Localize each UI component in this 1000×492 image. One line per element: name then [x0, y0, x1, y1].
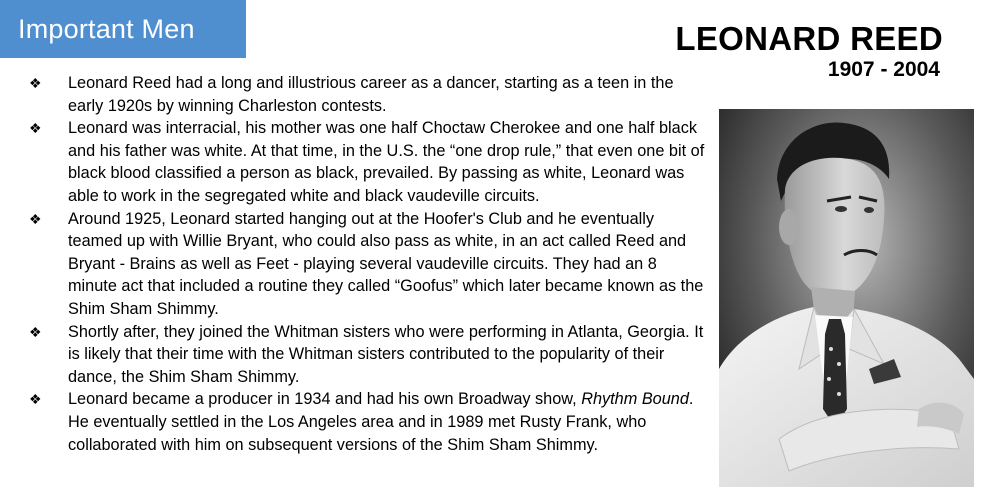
list-item-text: Leonard Reed had a long and illustrious career as a dancer, starting as a teen in the early 1920s by winning Charleston contests. — [68, 74, 674, 115]
list-item — [29, 388, 709, 456]
list-item — [29, 208, 709, 321]
list-item — [29, 72, 709, 117]
list-item-text: Shortly after, they joined the Whitman sisters who were performing in Atlanta, Georgia. It is likely that their time with the Whitman sisters contributed to the popularity of their dance, the Shim Sham Shimmy. — [68, 322, 704, 386]
biography-list — [29, 72, 709, 456]
section-tag-label: Important Men — [18, 14, 195, 44]
section-tag — [0, 0, 246, 58]
diamond-bullet-icon: ❖ — [29, 210, 42, 227]
diamond-bullet-icon: ❖ — [29, 120, 42, 137]
list-item-text-continued: . He eventually settled in the Los Angeles area and in 1989 met Rusty Frank, who collaborated with him on subsequent versions of the Shim Sham Shimmy. — [68, 390, 694, 454]
list-item-text: Leonard was interracial, his mother was one half Choctaw Cherokee and one half black and his father was white. At that time, in the U.S. the “one drop rule,” that even one bit of black blood classified a person as black, prevailed. By passing as white, Leonard was able to work in the segregated white and black vaudeville circuits. — [68, 119, 705, 205]
diamond-bullet-icon: ❖ — [29, 75, 42, 91]
portrait-photo — [719, 109, 974, 487]
diamond-bullet-icon: ❖ — [29, 323, 42, 340]
portrait-illustration — [719, 109, 974, 487]
list-item — [29, 321, 709, 389]
list-item — [29, 117, 709, 207]
list-item-text: Leonard became a producer in 1934 and had his own Broadway show, — [68, 390, 582, 409]
life-years: 1907 - 2004 — [827, 58, 940, 81]
show-title: Rhythm Bound — [581, 390, 689, 409]
diamond-bullet-icon: ❖ — [29, 391, 42, 408]
list-item-text: Around 1925, Leonard started hanging out at the Hoofer's Club and he eventually teamed up with Willie Bryant, who could also pass as white, in an act called Reed and Bryant - Brains as well as Feet - playing several vaudeville circuits. They had an 8 minute act that included a routine they called “Goofus” which later became known as the Shim Sham Shimmy. — [68, 209, 704, 318]
page-title: LEONARD REED — [675, 20, 943, 57]
